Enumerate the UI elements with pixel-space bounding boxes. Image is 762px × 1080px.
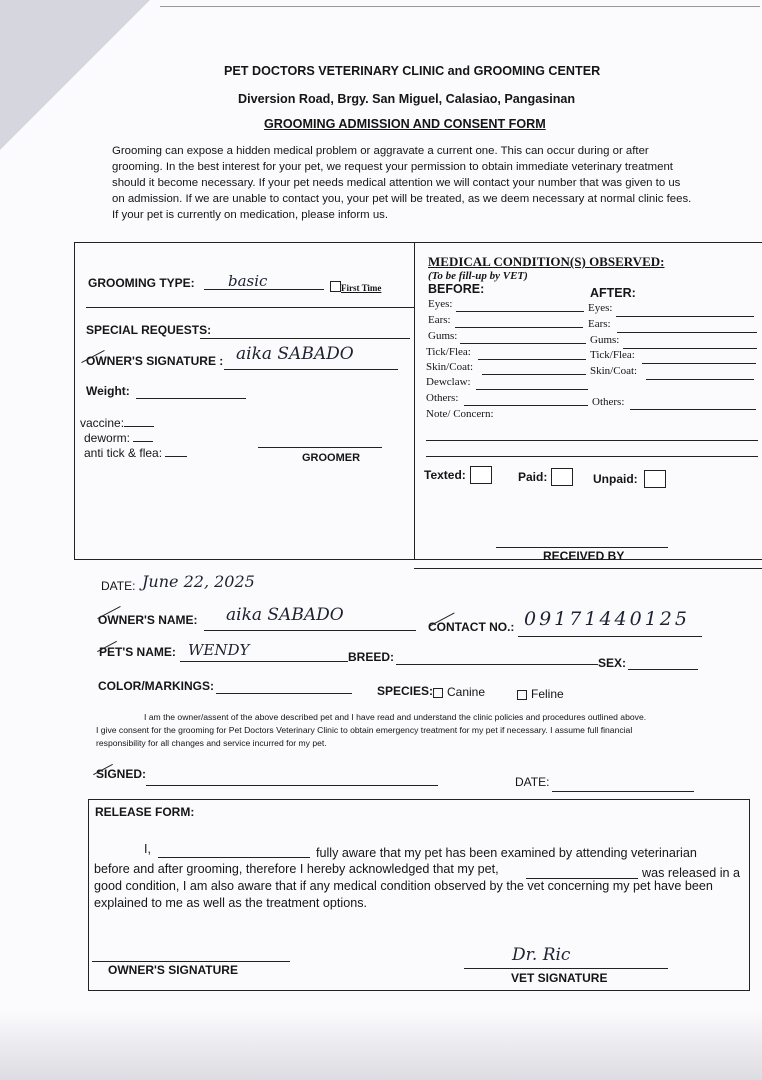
first-time-checkbox[interactable] <box>330 281 341 292</box>
vet-signature-line <box>464 968 668 969</box>
sex-line <box>628 669 698 670</box>
breed-line <box>396 664 598 665</box>
form-title: GROOMING ADMISSION AND CONSENT FORM <box>264 117 546 131</box>
signed-line <box>146 785 438 786</box>
vaccine-text: vaccine: <box>80 416 125 430</box>
color-markings-label: COLOR/MARKINGS: <box>98 679 214 693</box>
before-gums: Gums: <box>428 330 458 342</box>
date-value: June 22, 2025 <box>142 572 255 591</box>
after-tickflea: Tick/Flea: <box>590 349 635 361</box>
after-eyes: Eyes: <box>588 302 613 314</box>
after-gums-line <box>623 348 757 349</box>
contact-label: CONTACT NO.: <box>428 620 515 634</box>
signed-date-label: DATE: <box>515 775 550 789</box>
deworm-text: deworm: <box>84 431 131 445</box>
after-skincoat: Skin/Coat: <box>590 365 638 377</box>
note-line-1 <box>426 440 758 441</box>
unpaid-label: Unpaid: <box>593 472 638 486</box>
before-tickflea-line <box>478 359 586 360</box>
release-line-1-start: I, <box>144 842 151 856</box>
contact-line <box>518 636 702 637</box>
top-rule <box>160 6 760 7</box>
after-ears: Ears: <box>588 318 611 330</box>
signed-label: SIGNED: <box>96 767 147 781</box>
release-name-line <box>158 857 310 858</box>
texted-checkbox[interactable] <box>470 466 492 484</box>
texted-label: Texted: <box>424 468 466 482</box>
special-requests-label: SPECIAL REQUESTS: <box>86 323 212 337</box>
before-dewclaw-line <box>476 389 588 390</box>
before-ears-line <box>455 327 583 328</box>
intro-line: Grooming can expose a hidden medical problem or aggravate a current one. This can occur during or after <box>112 145 649 157</box>
intro-line: grooming. In the best interest for your pet, we request your permission to obtain immediate veterinary treatment <box>112 161 673 173</box>
page-fold-shadow <box>0 0 150 150</box>
vet-signature-value: Dr. Ric <box>512 945 571 965</box>
feline-checkbox[interactable] <box>517 690 527 700</box>
intro-line: If your pet is currently on medication, please inform us. <box>112 209 389 221</box>
consent-line: I am the owner/assent of the above described pet and I have read and understand the clinic policies and procedures outlined above. <box>144 712 647 722</box>
after-tickflea-line <box>642 363 756 364</box>
before-label: BEFORE: <box>428 282 485 296</box>
feline-option[interactable] <box>517 687 564 701</box>
paid-checkbox[interactable] <box>551 468 573 486</box>
color-markings-line <box>216 693 352 694</box>
note-line-2 <box>426 456 758 457</box>
after-skincoat-line <box>646 379 754 380</box>
medical-subtitle: (To be fill-up by VET) <box>428 270 528 282</box>
before-gums-line <box>460 343 586 344</box>
consent-paragraph <box>96 711 716 750</box>
release-line-2-start: before and after grooming, therefore I hereby acknowledged that my pet, <box>94 862 499 876</box>
owner-signature-line <box>224 369 398 370</box>
note-concern-label: Note/ Concern: <box>426 408 494 420</box>
after-ears-line <box>617 332 757 333</box>
release-line-4: explained to me as well as the treatment options. <box>94 896 368 910</box>
vet-signature-label: VET SIGNATURE <box>511 971 608 985</box>
received-by-label: RECEIVED BY <box>543 549 625 563</box>
medical-title: MEDICAL CONDITION(S) OBSERVED: <box>428 254 665 269</box>
before-skincoat: Skin/Coat: <box>426 361 474 373</box>
special-requests-line <box>200 338 410 339</box>
clinic-name: PET DOCTORS VETERINARY CLINIC and GROOMING CENTER <box>224 64 601 78</box>
admission-box-bottom-right <box>414 568 762 569</box>
weight-label: Weight: <box>86 384 130 398</box>
pet-name-label: PET'S NAME: <box>99 645 176 659</box>
before-others-line <box>464 405 588 406</box>
scan-bottom-shadow <box>0 1010 762 1080</box>
vaccine-label <box>80 416 154 430</box>
before-dewclaw: Dewclaw: <box>426 376 471 388</box>
received-by-line <box>496 547 668 548</box>
consent-line: I give consent for the grooming for Pet Doctors Veterinary Clinic to obtain emergency treatment for my pet if necessary. I assume full financial <box>96 725 633 735</box>
before-eyes-line <box>456 311 584 312</box>
sex-label: SEX: <box>598 656 627 670</box>
grooming-type-value: basic <box>228 272 268 290</box>
owner-signature-label: OWNER'S SIGNATURE : <box>86 354 224 368</box>
after-others-line <box>630 409 756 410</box>
owner-name-line <box>204 630 416 631</box>
after-gums: Gums: <box>590 334 620 346</box>
consent-line: responsibility for all changes and service incurred for my pet. <box>96 738 327 748</box>
owner-name-value: aika SABADO <box>226 605 344 625</box>
groomer-label: GROOMER <box>302 452 361 464</box>
antitick-text: anti tick & flea: <box>84 446 163 460</box>
intro-paragraph <box>112 143 732 223</box>
canine-checkbox[interactable] <box>433 688 443 698</box>
release-line-2-end: was released in a <box>642 866 741 880</box>
pet-name-line <box>180 661 348 662</box>
paid-label: Paid: <box>518 470 548 484</box>
canine-text: Canine <box>447 685 486 699</box>
after-others: Others: <box>592 396 625 408</box>
first-time-label: First Time <box>341 283 382 293</box>
deworm-label <box>84 431 153 445</box>
release-title: RELEASE FORM: <box>95 805 195 819</box>
release-line-1-end: fully aware that my pet has been examined by attending veterinarian <box>316 846 697 860</box>
groomer-line <box>258 447 382 448</box>
before-ears: Ears: <box>428 314 451 326</box>
release-owner-signature-label: OWNER'S SIGNATURE <box>108 963 238 977</box>
release-line-3: good condition, I am also aware that if any medical condition observed by the vet concerning my pet have been <box>94 879 713 893</box>
contact-value: 09171440125 <box>524 608 690 630</box>
weight-line <box>136 398 246 399</box>
pet-name-value: WENDY <box>188 641 250 659</box>
feline-text: Feline <box>531 687 564 701</box>
admission-box-divider <box>414 243 415 559</box>
release-owner-signature-line <box>92 961 290 962</box>
clinic-address: Diversion Road, Brgy. San Miguel, Calasiao, Pangasinan <box>238 92 576 106</box>
after-label: AFTER: <box>590 286 636 300</box>
intro-line: on admission. If we are unable to contact you, your pet will be treated, as we deem necessary at normal clinic fees. <box>112 193 692 205</box>
owner-signature-value: aika SABADO <box>236 344 354 364</box>
grooming-type-underline-2 <box>86 307 414 308</box>
before-eyes: Eyes: <box>428 298 453 310</box>
date-label: DATE: <box>101 579 136 593</box>
after-eyes-line <box>616 316 754 317</box>
antitick-label <box>84 446 187 460</box>
unpaid-checkbox[interactable] <box>644 470 666 488</box>
signed-date-line <box>552 791 694 792</box>
species-label: SPECIES: <box>377 684 434 698</box>
intro-line: should it become necessary. If your pet needs medical attention we will contact your number that was given to us <box>112 177 681 189</box>
before-skincoat-line <box>482 374 586 375</box>
owner-name-label: OWNER'S NAME: <box>98 613 198 627</box>
before-tickflea: Tick/Flea: <box>426 346 471 358</box>
canine-option[interactable] <box>433 685 485 699</box>
breed-label: BREED: <box>348 650 395 664</box>
grooming-type-label: GROOMING TYPE: <box>88 276 195 290</box>
before-others: Others: <box>426 392 459 404</box>
